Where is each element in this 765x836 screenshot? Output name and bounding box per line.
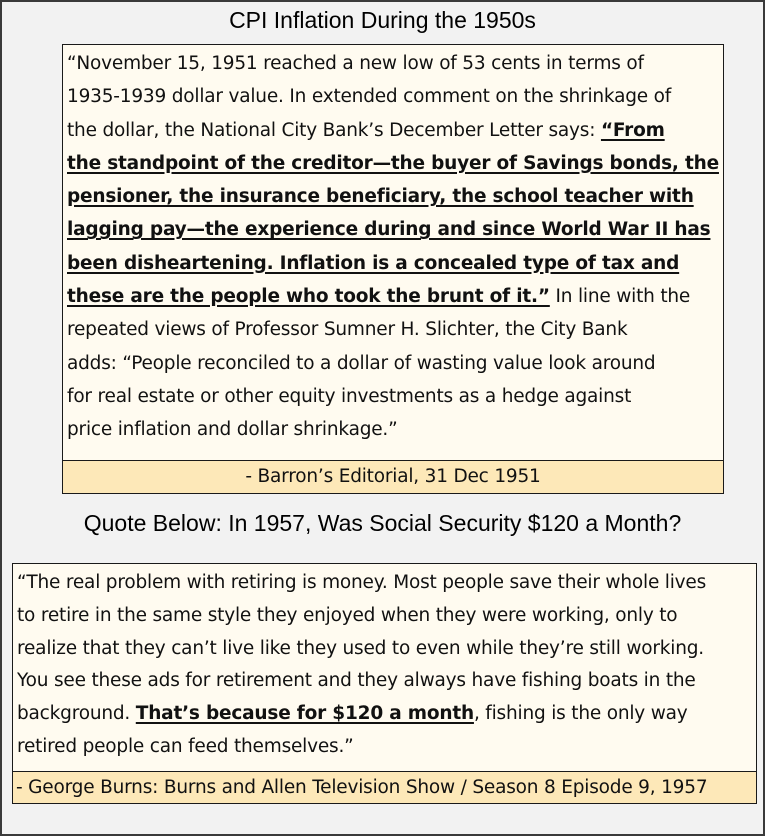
quote-line: [17, 698, 752, 731]
barrons-quote-text: [67, 47, 719, 447]
quote-line: repeated views of Professor Sumner H. Slichter, the City Bank: [67, 319, 628, 341]
quote-line-text: the dollar, the National City Bank’s December Letter says:: [67, 119, 601, 141]
quote-line: [67, 114, 719, 147]
barrons-quote-box: [62, 44, 724, 494]
barrons-attribution: - Barron’s Editorial, 31 Dec 1951: [63, 460, 723, 493]
quote-line: realize that they can’t live like they used to even while they’re still working.: [17, 637, 704, 659]
quote-line: for real estate or other equity investments as a hedge against: [67, 385, 632, 407]
section-title: Quote Below: In 1957, Was Social Security $120 a Month?: [83, 510, 682, 536]
emphasized-quote-text: That’s because for $120 a month: [135, 703, 474, 725]
quote-line: to retire in the same style they enjoyed when they were working, only to: [17, 604, 678, 626]
emphasized-quote-text: been disheartening. Inflation is a concealed type of tax and: [67, 252, 680, 274]
quote-line: 1935-1939 dollar value. In extended comment on the shrinkage of: [67, 86, 672, 108]
quote-line: “November 15, 1951 reached a new low of 53 cents in terms of: [67, 53, 644, 74]
george-burns-quote-text: [17, 567, 752, 764]
quote-line: You see these ads for retirement and they always have fishing boats in the: [17, 670, 696, 692]
quote-line: [67, 280, 719, 313]
emphasized-quote-text: “From: [600, 119, 665, 141]
george-burns-attribution: - George Burns: Burns and Allen Television Show / Season 8 Episode 9, 1957: [13, 771, 756, 803]
emphasized-quote-text: lagging pay—the experience during and since World War II has: [67, 219, 711, 241]
quote-line: price inflation and dollar shrinkage.”: [67, 419, 398, 441]
quote-line: retired people can feed themselves.”: [17, 735, 354, 757]
quote-line: [67, 180, 719, 213]
quote-line-text: , fishing is the only way: [473, 703, 688, 725]
quote-line: [67, 247, 719, 280]
quote-line: [67, 213, 719, 246]
quote-line-text: background.: [17, 703, 136, 725]
emphasized-quote-text: the standpoint of the creditor—the buyer of Savings bonds, the: [67, 152, 719, 174]
quote-line-text: In line with the: [549, 286, 691, 308]
emphasized-quote-text: these are the people who took the brunt of it.”: [67, 286, 550, 308]
quote-line: [67, 147, 719, 180]
quote-line: adds: “People reconciled to a dollar of wasting value look around: [67, 352, 656, 374]
quote-line: “The real problem with retiring is money. Most people save their whole lives: [17, 572, 707, 593]
page-title: CPI Inflation During the 1950s: [229, 7, 536, 33]
emphasized-quote-text: pensioner, the insurance beneficiary, the school teacher with: [67, 186, 694, 208]
george-burns-quote-box: [12, 563, 757, 804]
